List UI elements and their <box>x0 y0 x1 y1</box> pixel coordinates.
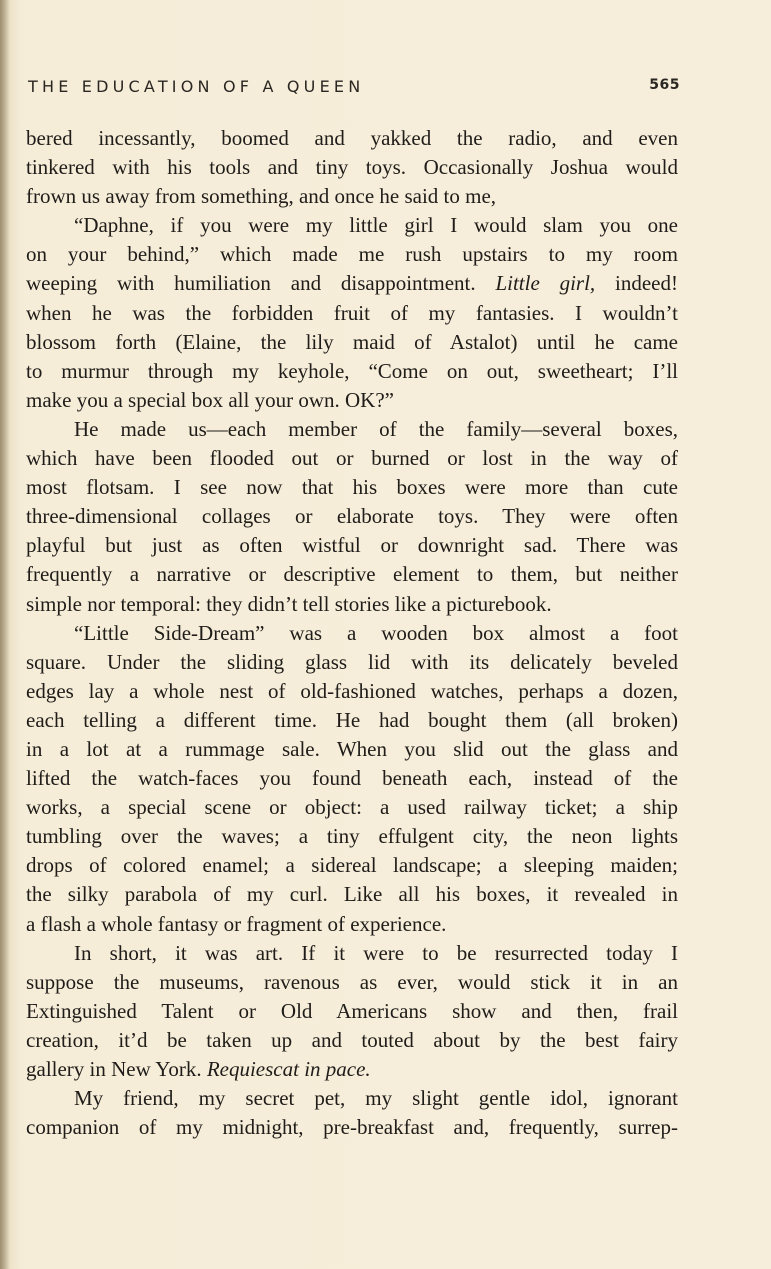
text-run: In short, it was art. If it were to be resurrected today I <box>74 940 678 965</box>
page-number: 565 <box>649 77 680 93</box>
text-line <box>26 211 678 240</box>
running-header <box>28 77 680 103</box>
text-run: Extinguished Talent or Old Americans show and then, frail <box>26 998 678 1023</box>
text-run: My friend, my secret pet, my slight gentle idol, ignorant <box>74 1086 678 1111</box>
text-line <box>26 1084 678 1113</box>
text-run: weeping with humiliation and disappointment. <box>26 271 496 296</box>
text-run: most flotsam. I see now that his boxes were more than cute <box>26 475 678 500</box>
text-line <box>26 910 678 939</box>
text-run: frown us away from something, and once he said to me, <box>26 184 497 209</box>
body-text <box>26 124 678 1142</box>
text-run: tumbling over the waves; a tiny effulgent city, the neon lights <box>26 824 678 849</box>
text-line <box>26 502 678 531</box>
text-run: make you a special box all your own. OK?” <box>26 387 394 412</box>
text-line <box>26 1026 678 1055</box>
text-line <box>26 997 678 1026</box>
text-line <box>26 1113 678 1142</box>
text-run: a flash a whole fantasy or fragment of experience. <box>26 911 447 936</box>
text-run: which have been flooded out or burned or lost in the way of <box>26 446 678 471</box>
text-run: suppose the museums, ravenous as ever, would stick it in an <box>26 969 678 994</box>
text-run: He made us—each member of the family—several boxes, <box>74 416 678 441</box>
text-run: “Little Side-Dream” was a wooden box almost a foot <box>74 620 678 645</box>
text-line <box>26 357 678 386</box>
text-run: when he was the forbidden fruit of my fantasies. I wouldn’t <box>26 300 678 325</box>
text-line <box>26 473 678 502</box>
text-run: tinkered with his tools and tiny toys. Occasionally Joshua would <box>26 155 678 180</box>
text-run: blossom forth (Elaine, the lily maid of Astalot) until he came <box>26 329 678 354</box>
text-line <box>26 590 678 619</box>
text-line <box>26 299 678 328</box>
page-gutter-shadow <box>0 0 10 1269</box>
text-line <box>26 764 678 793</box>
text-line <box>26 822 678 851</box>
text-run: playful but just as often wistful or downright sad. There was <box>26 533 678 558</box>
text-run: each telling a different time. He had bought them (all broken) <box>26 707 678 732</box>
text-line <box>26 328 678 357</box>
text-line <box>26 968 678 997</box>
text-run: in a lot at a rummage sale. When you slid out the glass and <box>26 736 678 761</box>
text-run: companion of my midnight, pre-breakfast and, frequently, surrep- <box>26 1115 678 1140</box>
text-line <box>26 793 678 822</box>
text-line <box>26 648 678 677</box>
text-run: indeed! <box>595 271 678 296</box>
text-line <box>26 619 678 648</box>
text-run: square. Under the sliding glass lid with its delicately beveled <box>26 649 678 674</box>
italic-text: Requiescat in pace. <box>206 1057 371 1081</box>
text-line <box>26 182 678 211</box>
text-run: drops of colored enamel; a sidereal landscape; a sleeping maiden; <box>26 853 678 878</box>
text-line <box>26 1055 678 1084</box>
text-run: lifted the watch-faces you found beneath each, instead of the <box>26 766 678 791</box>
text-run: edges lay a whole nest of old-fashioned watches, perhaps a dozen, <box>26 678 678 703</box>
text-line <box>26 269 678 298</box>
italic-text: Little girl, <box>495 271 596 296</box>
text-line <box>26 851 678 880</box>
text-line <box>26 531 678 560</box>
text-run: creation, it’d be taken up and touted about by the best fairy <box>26 1027 678 1052</box>
text-line <box>26 706 678 735</box>
text-line <box>26 415 678 444</box>
text-line <box>26 153 678 182</box>
text-run: on your behind,” which made me rush upstairs to my room <box>26 242 678 267</box>
text-run: the silky parabola of my curl. Like all his boxes, it revealed in <box>26 882 678 907</box>
text-line <box>26 124 678 153</box>
text-line <box>26 880 678 909</box>
text-run: to murmur through my keyhole, “Come on out, sweetheart; I’ll <box>26 358 678 383</box>
text-run: works, a special scene or object: a used railway ticket; a ship <box>26 795 678 820</box>
text-line <box>26 444 678 473</box>
text-line <box>26 677 678 706</box>
text-run: “Daphne, if you were my little girl I would slam you one <box>74 213 678 238</box>
text-run: simple nor temporal: they didn’t tell stories like a picturebook. <box>26 591 552 616</box>
text-run: bered incessantly, boomed and yakked the radio, and even <box>26 126 678 150</box>
text-run: frequently a narrative or descriptive element to them, but neither <box>26 562 678 587</box>
text-run: gallery in New York. <box>26 1057 207 1081</box>
text-line <box>26 735 678 764</box>
running-title: THE EDUCATION OF A QUEEN <box>28 77 365 96</box>
text-line <box>26 560 678 589</box>
text-line <box>26 386 678 415</box>
text-line <box>26 939 678 968</box>
text-line <box>26 240 678 269</box>
text-run: three-dimensional collages or elaborate toys. They were often <box>26 504 678 529</box>
